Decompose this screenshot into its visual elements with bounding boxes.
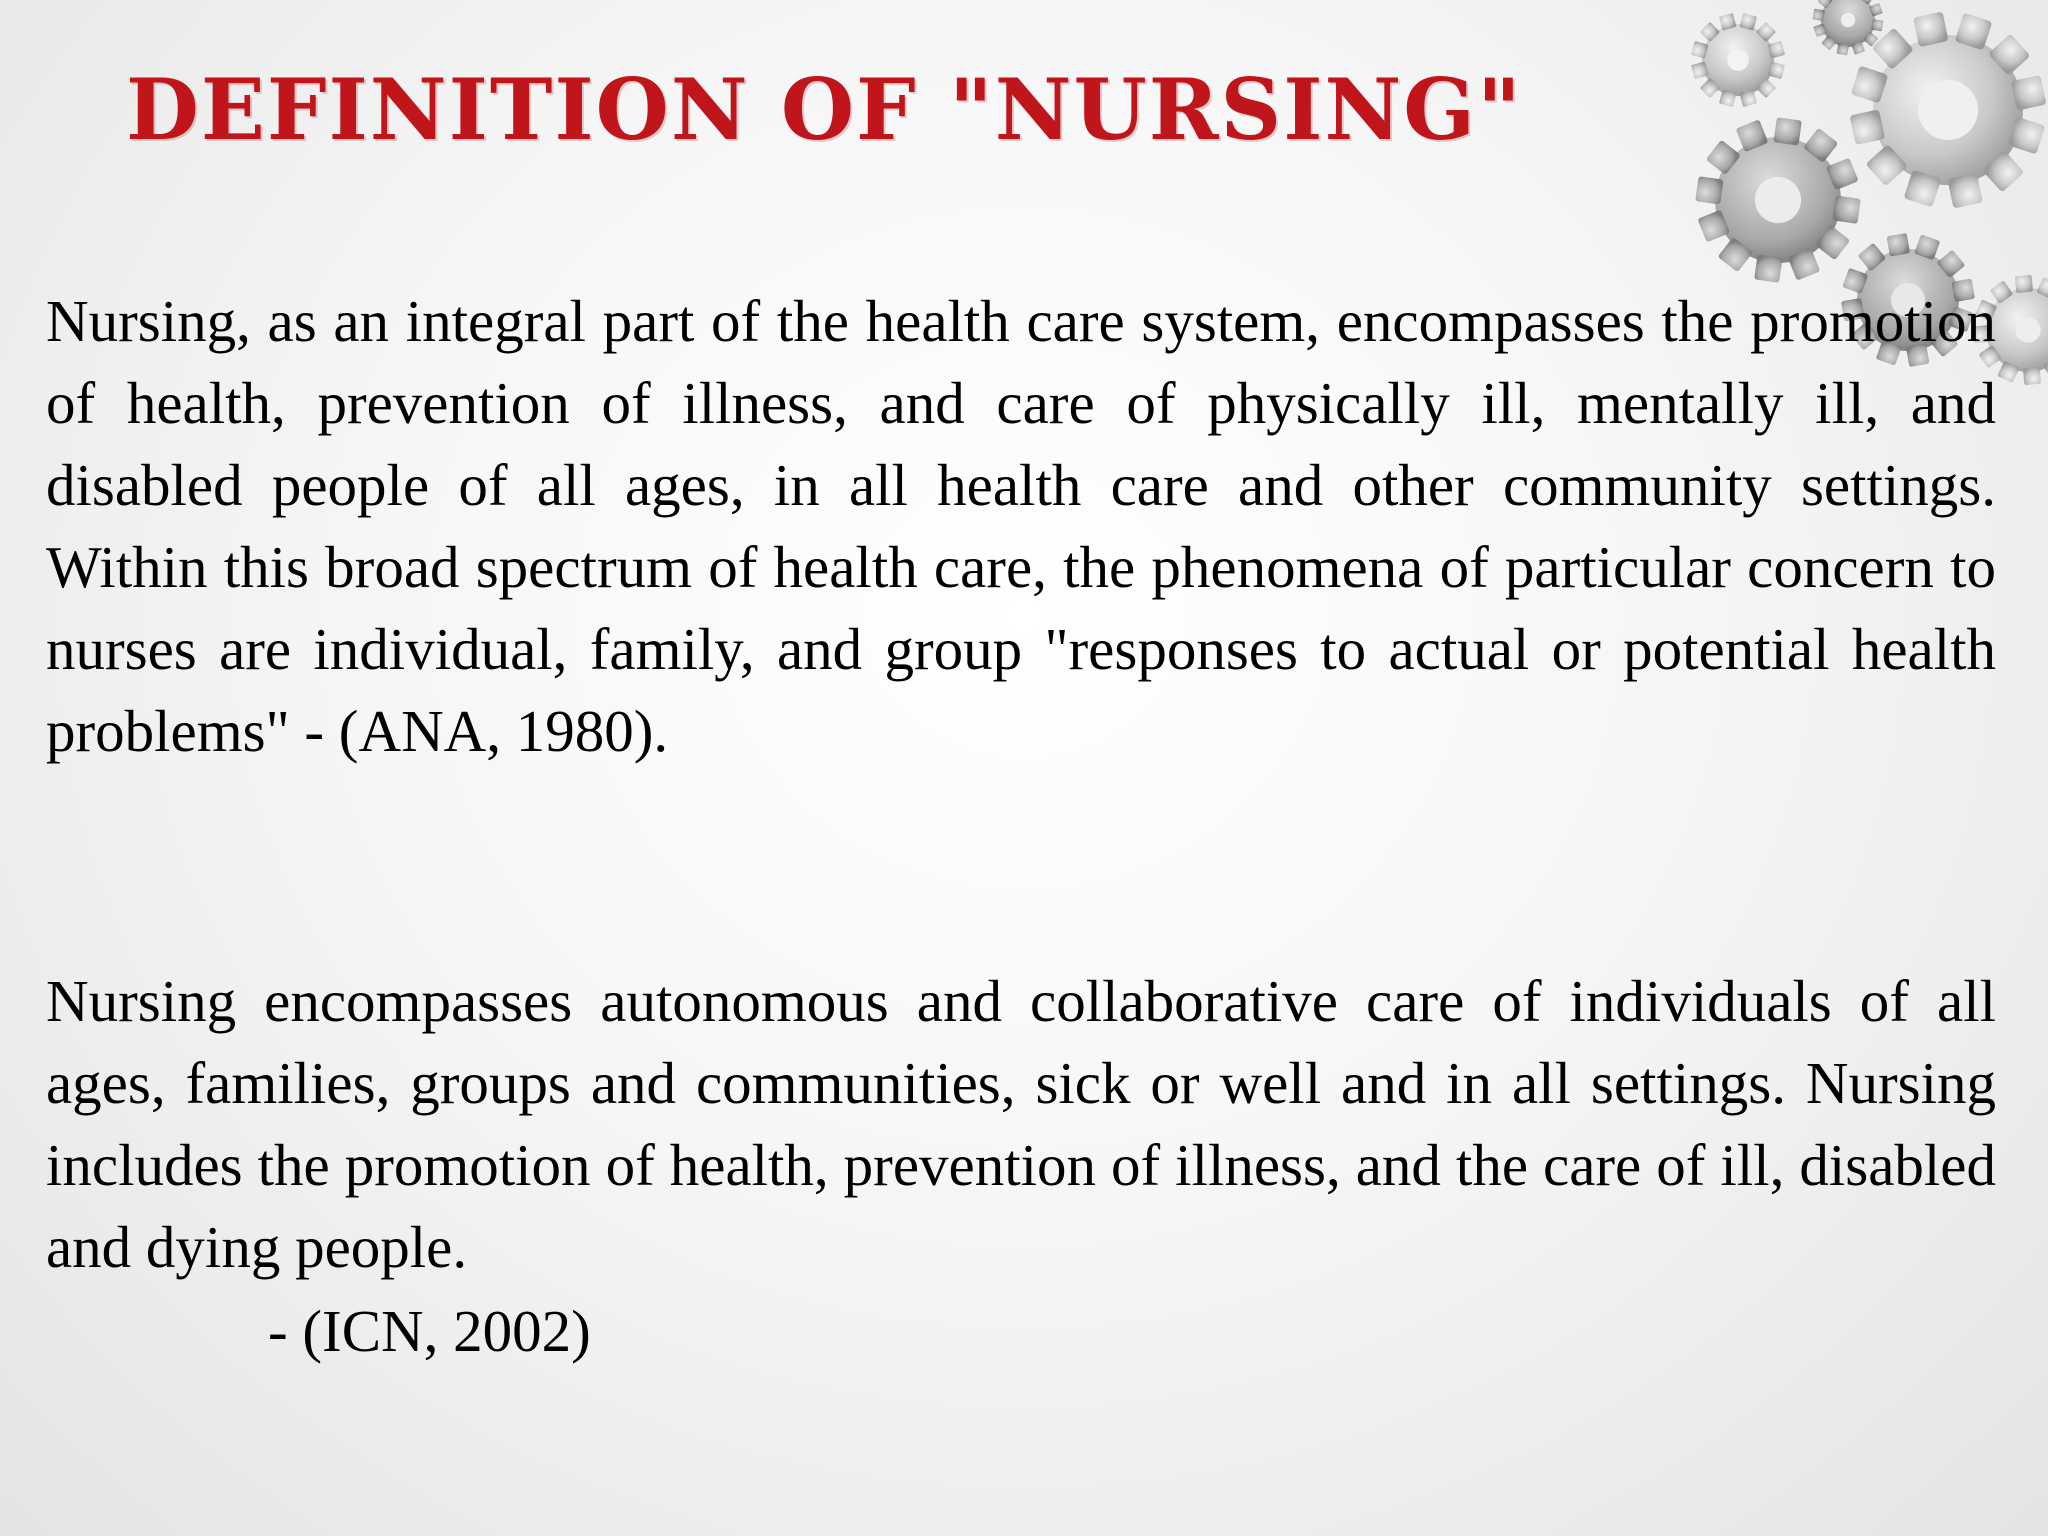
slide-title: DEFINITION OF "NURSING" bbox=[126, 60, 1523, 159]
icn-citation: - (ICN, 2002) bbox=[268, 1298, 591, 1364]
definition-ana-paragraph: Nursing, as an integral part of the health care system, encompasses the promotion of health, prevention of illness, and care of physically ill, mentally ill, and disabled people of all ages, in all health care and other community settings. Within this broad spectrum of health care, the phenomena of particular concern to nurses are individual, family, and group "responses to actual or potential health problems" - (ANA, 1980). bbox=[46, 288, 1996, 764]
definition-icn-paragraph: Nursing encompasses autonomous and collaborative care of individuals of all ages, families, groups and communities, sick or well and in all settings. Nursing includes the promotion of health, prevention of illness, and the care of ill, disabled and dying people. bbox=[46, 968, 1996, 1280]
